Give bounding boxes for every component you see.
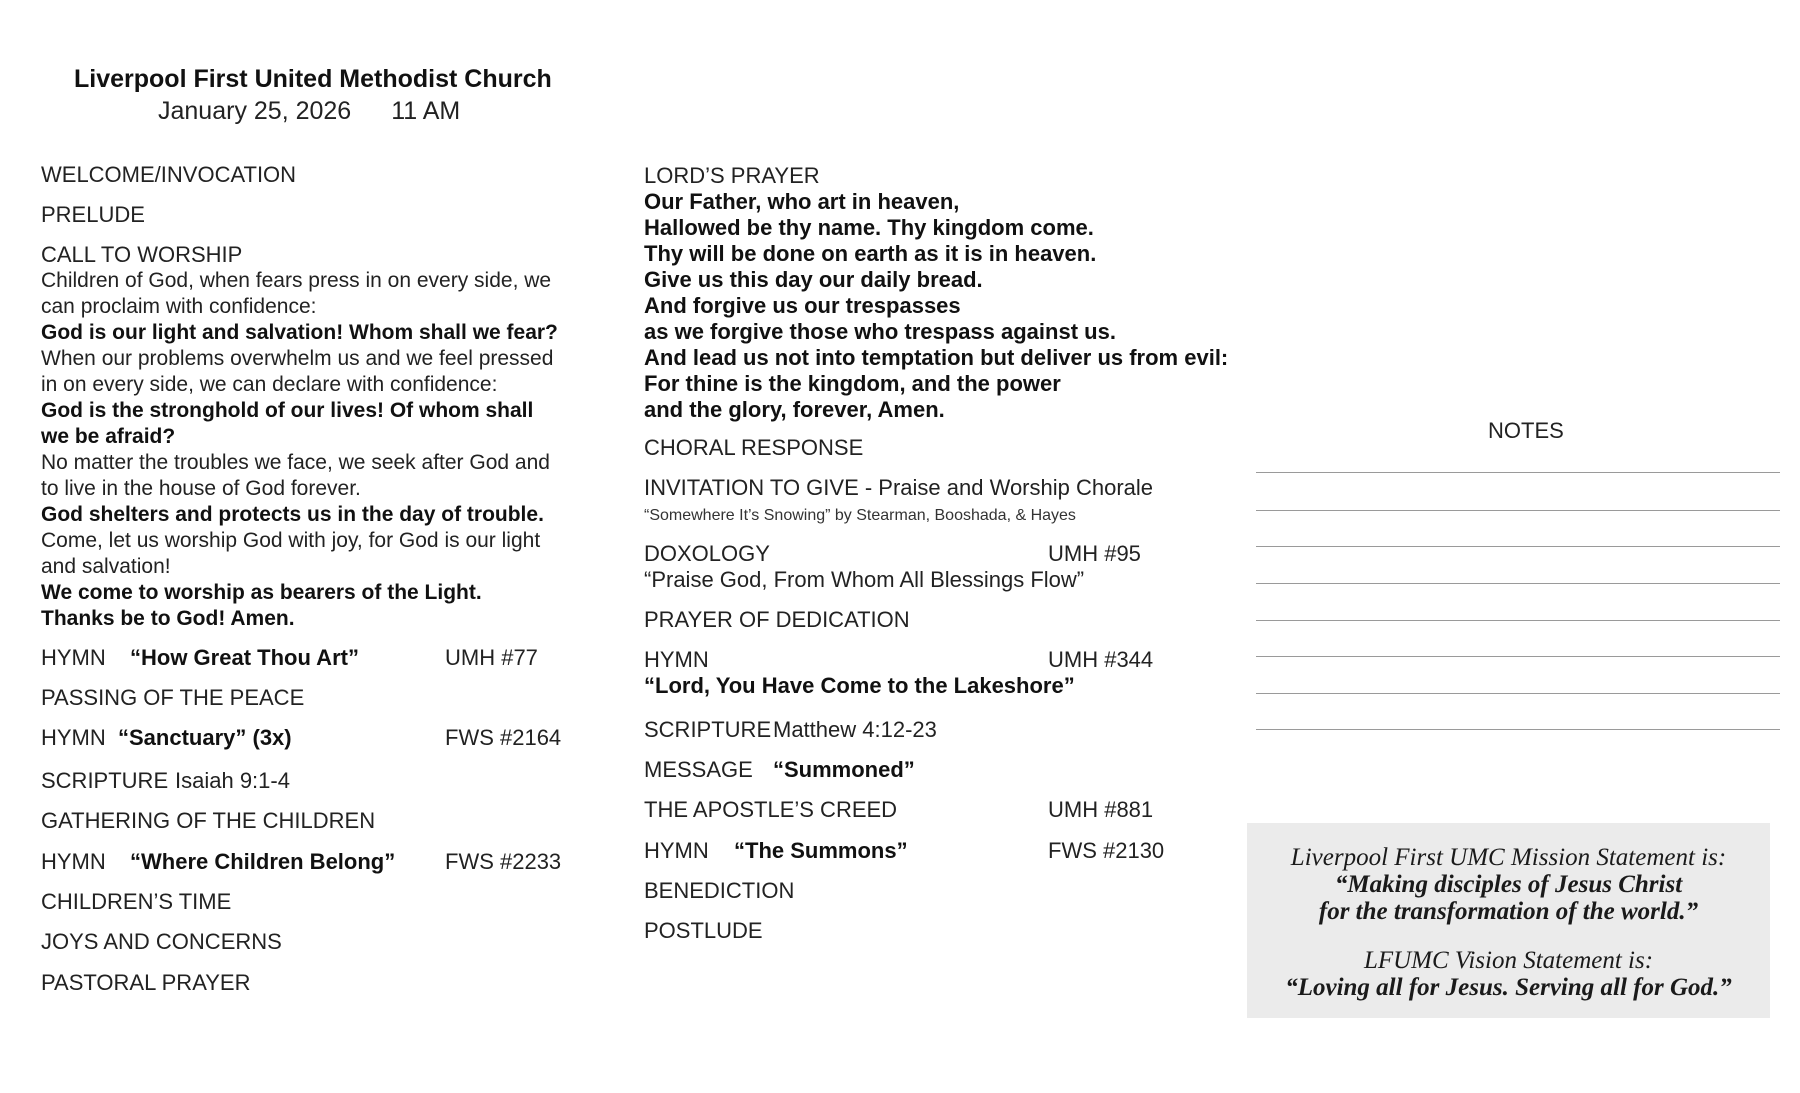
hymn-5-title: “The Summons” [734,838,908,863]
doxology-number: UMH #95 [1048,541,1141,566]
prayer-of-dedication: PRAYER OF DEDICATION [644,607,910,632]
scripture-2-label: SCRIPTURE [644,717,772,742]
cw-leader-3: No matter the troubles we face, we seek after God and to live in the house of God forever. [41,451,550,500]
hymn-1-number: UMH #77 [445,645,538,670]
cw-people-2: God is the stronghold of our lives! Of whom shall we be afraid? [41,399,534,448]
benediction: BENEDICTION [644,878,795,903]
note-line [1256,729,1780,730]
notes-title: NOTES [1488,418,1564,443]
scripture-1-label: SCRIPTURE [41,768,169,793]
childrens-time: CHILDREN’S TIME [41,889,232,914]
invitation-to-give: INVITATION TO GIVE - Praise and Worship Chorale [644,475,1154,500]
hymn-4-title: “Lord, You Have Come to the Lakeshore” [644,673,1075,698]
cw-people-1: God is our light and salvation! Whom shall we fear? [41,321,558,344]
call-to-worship-heading: CALL TO WORSHIP [41,242,243,267]
hymn-2-label: HYMN [41,725,106,750]
hymn-3-number: FWS #2233 [445,849,562,874]
lp-line: Thy will be done on earth as it is in heaven. [644,241,1097,266]
hymn-label: HYMN [41,645,106,670]
hymn-5-number: FWS #2130 [1048,838,1165,863]
lp-line: Hallowed be thy name. Thy kingdom come. [644,215,1094,240]
service-datetime [158,96,460,126]
note-line [1256,510,1780,511]
cw-people-3: God shelters and protects us in the day of trouble. [41,503,544,526]
vision-heading: LFUMC Vision Statement is: [1363,947,1654,974]
cw-leader-2: When our problems overwhelm us and we feel pressed in on every side, we can declare with confidence: [41,347,554,396]
hymn-2-title: “Sanctuary” (3x) [118,725,292,750]
scripture-2-ref: Matthew 4:12-23 [773,717,937,742]
note-line [1256,656,1780,657]
hymn-1 [41,645,106,671]
welcome-invocation: WELCOME/INVOCATION [41,162,297,187]
prelude: PRELUDE [41,202,145,227]
mission-line-2: for the transformation of the world.” [1318,898,1699,925]
doxology-label: DOXOLOGY [644,541,770,566]
lords-prayer-heading: LORD’S PRAYER [644,163,820,188]
lp-line: For thine is the kingdom, and the power [644,371,1061,396]
gathering-of-the-children: GATHERING OF THE CHILDREN [41,808,376,833]
lp-line: and the glory, forever, Amen. [644,397,945,422]
message-title: “Summoned” [773,757,915,782]
call-to-worship-text [41,268,561,632]
doxology-title: “Praise God, From Whom All Blessings Flow” [644,567,1085,592]
service-time: 11 AM [391,97,461,125]
mission-statement-box [1247,823,1770,1018]
creed-number: UMH #881 [1048,797,1154,822]
lp-line: And lead us not into temptation but deliver us from evil: [644,345,1229,370]
hymn-3-label: HYMN [41,849,106,874]
note-line [1256,583,1780,584]
invitation-subtitle: “Somewhere It’s Snowing” by Stearman, Booshada, & Hayes [644,507,1076,524]
vision-line: “Loving all for Jesus. Serving all for God.” [1285,974,1732,1001]
hymn-5-label: HYMN [644,838,709,863]
cw-leader-1: Children of God, when fears press in on every side, we can proclaim with confidence: [41,269,552,318]
message-label: MESSAGE [644,757,753,782]
note-line [1256,620,1780,621]
lp-line: And forgive us our trespasses [644,293,961,318]
scripture-1-ref: Isaiah 9:1-4 [175,768,290,793]
hymn-2-number: FWS #2164 [445,725,562,750]
lp-line: Give us this day our daily bread. [644,267,983,292]
hymn-4-number: UMH #344 [1048,647,1154,672]
postlude: POSTLUDE [644,918,763,943]
lp-line: as we forgive those who trespass against us. [644,319,1116,344]
note-line [1256,472,1780,473]
cw-people-4: We come to worship as bearers of the Light. Thanks be to God! Amen. [41,581,482,630]
lp-line: Our Father, who art in heaven, [644,189,960,214]
hymn-1-title: “How Great Thou Art” [130,645,359,670]
note-line [1256,546,1780,547]
hymn-3-title: “Where Children Belong” [130,849,396,874]
cw-leader-4: Come, let us worship God with joy, for God is our light and salvation! [41,529,541,578]
mission-line-1: “Making disciples of Jesus Christ [1334,871,1683,898]
church-name: Liverpool First United Methodist Church [74,65,552,93]
note-line [1256,693,1780,694]
pastoral-prayer: PASTORAL PRAYER [41,970,251,995]
service-date: January 25, 2026 [158,97,352,125]
joys-and-concerns: JOYS AND CONCERNS [41,929,282,954]
apostles-creed: THE APOSTLE’S CREED [644,797,898,822]
lords-prayer-text [644,189,1229,423]
hymn-4-label: HYMN [644,647,709,672]
mission-heading: Liverpool First UMC Mission Statement is: [1290,844,1727,871]
choral-response: CHORAL RESPONSE [644,435,864,460]
passing-of-the-peace: PASSING OF THE PEACE [41,685,305,710]
